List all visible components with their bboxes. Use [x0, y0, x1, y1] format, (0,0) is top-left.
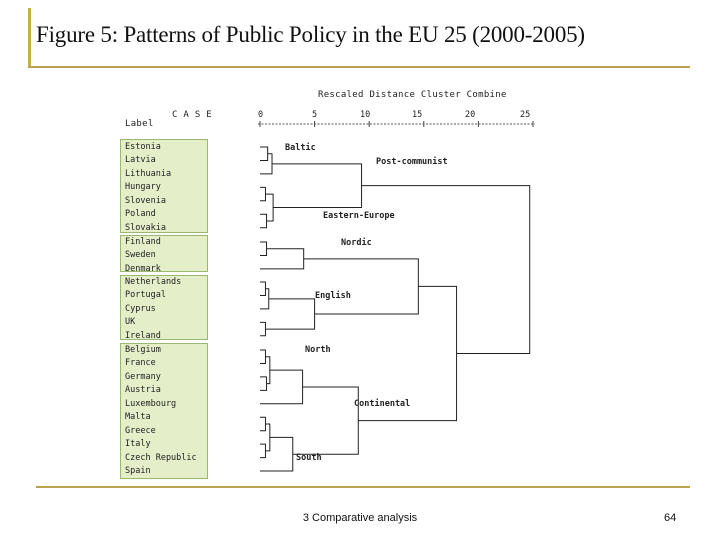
case-header: C A S E — [172, 110, 213, 120]
tick-label: 10 — [360, 110, 371, 120]
dendrogram-link — [260, 417, 265, 430]
tick-label: 20 — [465, 110, 476, 120]
case-label: Czech Republic — [125, 452, 197, 463]
dendrogram-link — [260, 214, 267, 227]
dendrogram-link — [260, 377, 267, 390]
page-number: 64 — [664, 512, 677, 524]
dendrogram-link — [260, 350, 265, 363]
case-label: France — [125, 358, 156, 369]
case-label: Luxembourg — [125, 398, 177, 409]
dendrogram-link — [260, 187, 265, 200]
case-label: Spain — [125, 466, 151, 477]
dendrogram-links — [260, 147, 530, 471]
case-label: Denmark — [125, 263, 161, 274]
dendrogram-link — [304, 259, 419, 314]
case-label: Belgium — [125, 345, 161, 355]
footer-rule — [36, 486, 690, 488]
cluster-label-eastern-europe: Eastern-Europe — [323, 211, 395, 221]
dendrogram-link — [272, 164, 362, 208]
cluster-label-south: South — [296, 453, 322, 463]
case-label: Latvia — [125, 155, 156, 166]
case-label: Hungary — [125, 182, 161, 193]
case-label: Sweden — [125, 250, 156, 261]
dendrogram-link — [260, 147, 268, 160]
case-label: Portugal — [125, 290, 166, 301]
dendrogram-link — [260, 289, 269, 309]
cluster-label-north: North — [305, 345, 331, 355]
case-label: Ireland — [125, 330, 161, 341]
case-label: Finland — [125, 237, 161, 247]
dendrogram-link — [260, 154, 272, 174]
case-label: Lithuania — [125, 168, 172, 179]
cluster-label-nordic: Nordic — [341, 238, 372, 248]
cluster-label-continental: Continental — [354, 399, 411, 409]
axis-title: Rescaled Distance Cluster Combine — [318, 90, 507, 100]
footer-text: 3 Comparative analysis — [302, 512, 418, 524]
case-label: Greece — [125, 425, 156, 436]
case-label: Germany — [125, 371, 161, 382]
tick-label: 15 — [412, 110, 423, 120]
label-header: Label — [125, 119, 154, 129]
dendrogram-link — [260, 322, 265, 335]
dendrogram-link — [265, 299, 314, 329]
case-label: Slovakia — [125, 222, 166, 233]
dendrogram-link — [260, 242, 267, 255]
case-label: Slovenia — [125, 195, 166, 206]
dendrogram-link — [265, 424, 269, 451]
tick-label: 0 — [258, 110, 264, 120]
case-label: Poland — [125, 209, 156, 220]
slide-title: Figure 5: Patterns of Public Policy in the EU 25 (2000-2005) — [36, 22, 585, 47]
case-label: UK — [125, 317, 136, 328]
case-label: Estonia — [125, 142, 161, 152]
tick-label: 25 — [520, 110, 531, 120]
cluster-label-post-communist: Post-communist — [376, 157, 448, 167]
case-label: Austria — [125, 385, 161, 396]
dendrogram-link — [260, 437, 293, 471]
case-label: Cyprus — [125, 303, 156, 314]
case-label: Italy — [125, 439, 151, 450]
case-label: Malta — [125, 412, 151, 423]
cluster-label-baltic: Baltic — [285, 143, 316, 153]
tick-label: 5 — [312, 110, 318, 120]
dendrogram-link — [260, 282, 265, 295]
dendrogram-link — [260, 444, 265, 457]
case-label: Netherlands — [125, 277, 182, 287]
cluster-label-english: English — [315, 291, 351, 301]
